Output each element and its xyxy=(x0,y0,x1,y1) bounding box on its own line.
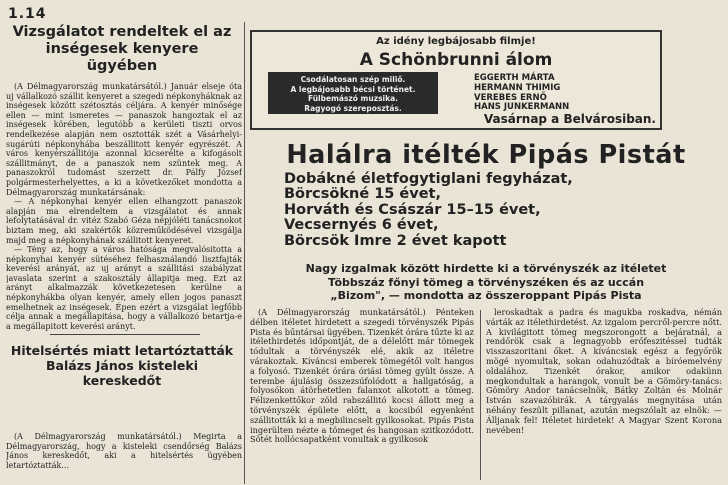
advert-footer: Vasárnap a Belvárosiban. xyxy=(483,112,656,126)
main-headline: Halálra itélték Pipás Pistát xyxy=(286,140,686,170)
left-article-headline: Vizsgálatot rendeltek el az inségesek kenyere ügyében xyxy=(12,24,232,74)
film-advertisement xyxy=(250,30,662,130)
cast-member: HANS JUNKERMANN xyxy=(474,102,570,113)
advert-features-box xyxy=(268,72,438,114)
advert-feature: Ragyogó szereposztás. xyxy=(304,103,402,113)
section-divider xyxy=(50,334,200,335)
left-article-paragraph: — A népkonyhai kenyér ellen elhangzott panaszok alapján ma elrendeltem a vizsgálatot és annak lefolytatásával dr. vitéz Szabó Géza népjóléti tanácsnokot biztam meg, aki szakértők közreműködésével vizsgálja majd meg a népkonyhának szállitott kenyeret. xyxy=(6,197,242,245)
second-article-headline: Hitelsértés miatt letartóztatták Balázs János kisteleki kereskedőt xyxy=(10,343,234,388)
verdict-line: Börcsök Imre 2 évet kapott xyxy=(284,232,507,249)
left-article-body xyxy=(6,82,242,338)
advert-tagline: Az idény legbájosabb filmje! xyxy=(376,36,536,47)
verdict-line: Vecsernyés 6 évet, xyxy=(284,217,439,234)
verdict-line: Börcsökné 15 évet, xyxy=(284,186,441,203)
main-article-text: (A Délmagyarország munkatársától.) Pénteken délben itéletet hirdetett a szegedi törvényszék Pipás Pista és bűntársai ügyében. Tizenkét órára tűzte ki az itélethirdetés időpontját, de a délelőtt már tömegek tódultak a törvényszék elé, akik az itéletre várakoztak. Kíváncsi emberek tömegétől volt hangos a folyosó. Tizenkét órára óriási tömeg gyült össze. A terembe ájulásig összezsúfolódott a hallgatóság, a folyosókon átörhetetlen falanxot alkotott a tömeg. Félizenkettőkor zöld rabszállitó kocsi állott meg a törvényszék épülete előtt, a kocsiból egyenként szállitották ki a megbilincselt gyilkosokat. Pipás Pista ingerülten nézte a tömeget és hangosan szitkozódott. Sötét hollócsapatként vonultak a gyilkosok xyxy=(250,308,474,445)
advert-title: A Schönbrunni álom xyxy=(359,50,553,70)
cast-member: VEREBES ERNŐ xyxy=(474,92,547,103)
advert-feature: Csodálatosan szép miliő. xyxy=(300,75,406,84)
main-article-text: leroskadtak a padra és magukba roskadva, némán várták az itélethirdetést. Az izgalom percről-percre nőtt. A kivilágitott tömeg megszorongott a bejáratnál, a rendőrök csak a legnagyobb erőfeszitéssel tudták visszaszoritani őket. A kíváncsiak egész a fegyőrök mögé nyomultak, sokan odahuzódtak a bíróemelvény oldalához. Tizenkét órakor, amikor odakünn megkondultak a harangok, vonult be a Gömöry-tanács: Gömöry Andor tanácselnök, Bátky Zoltán és Molnár István szavazóbirák. A tárgyalás megnyitása után néhány feszült pillanat, azután megszólalt az elnök: — Álljanak fel! Itéletet hirdetek! A Magyar Szent Korona nevében! xyxy=(486,308,722,435)
second-article-body xyxy=(6,432,242,484)
subheadlines xyxy=(250,262,722,303)
advert-cast xyxy=(474,74,569,113)
main-article-column-1 xyxy=(250,308,474,484)
verdict-line: Dobákné életfogytiglani fegyházat, xyxy=(284,171,573,187)
subheadline: Többszáz főnyi tömeg a törvényszéken és az uccán xyxy=(327,275,645,289)
cast-member: HERMANN THIMIG xyxy=(474,82,561,93)
verdict-list xyxy=(284,172,573,249)
cast-member: EGGERTH MÁRTA xyxy=(474,73,555,83)
column-divider xyxy=(480,310,481,480)
verdict-line: Horváth és Császár 15–15 évet, xyxy=(284,201,541,218)
subheadline: „Bizom", — mondotta az összeroppant Pipás Pista xyxy=(330,289,642,303)
subheadline: Nagy izgalmak között hirdette ki a törvényszék az itéletet xyxy=(305,262,667,275)
second-article-paragraph: (A Délmagyarország munkatársától.) Megirta a Délmagyarország, hogy a kisteleki csendőrség Balázs János kereskedőt, aki a hitelsértés ügyében letartóztatták... xyxy=(6,432,242,470)
left-article-paragraph: — Tény az, hogy a város hatósága megvalósitotta a népkonyhai kenyér sütéséhez felhasználandó lisztfajták keverési arányát, az uj arányt a szállitási szabályzat javaslata szerint a szakosztály állapitja meg. Ezt az arányt alkalmazzák következetesen kerülne a népkonyhákba olyan kenyér, amely ellen jogos panaszt emelhetnek az inségesek. Épen ezért a vizsgálat legfőbb célja annak a megállapitása, hogy a vállalkozó betartja-e a megállapitott keverési arányt. xyxy=(6,245,242,331)
advert-feature: Fülbemászó muzsika. xyxy=(307,94,399,103)
advert-feature: A legbájosabb bécsi történet. xyxy=(290,84,416,94)
page-number: 1.14 xyxy=(8,6,47,22)
main-article-column-2 xyxy=(486,308,722,484)
left-article-paragraph: (A Délmagyarország munkatársától.) Január elseje óta uj vállalkozó szállit kenyeret a szegedi népkonyháknak az inségesek között szétosztás céljára. A kenyér minősége ellen — mint ismeretes — panaszok hangoztak el az inségesek körében, legutóbb a kerületi tiszti orvos rendelkezése alapján nem osztották szét a Vásárhelyi-sugárúti népkonyhába beszállitott kenyér egyrészét. A város kenyérszállitója azonnal kicserélte a kifogásolt szállitmányt, de a panaszok nem szüntek meg. A panaszokról tudomást szerzett dr. Pálfy József polgármesterhelyettes, a ki a következőket mondotta a Délmagyarország munkatársának: xyxy=(6,82,242,197)
column-divider xyxy=(244,22,245,484)
